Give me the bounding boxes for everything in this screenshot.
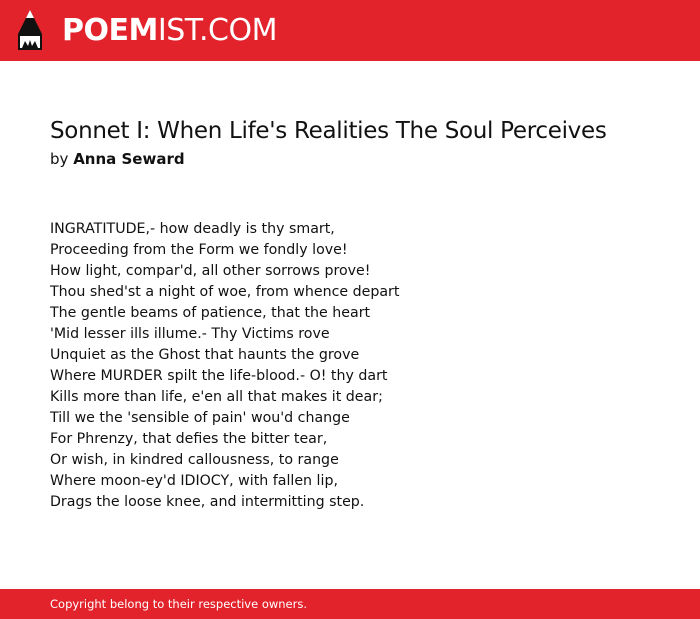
copyright-text: Copyright belong to their respective owners. (50, 597, 308, 611)
byline (50, 149, 185, 169)
poem-line: Where moon-ey'd IDIOCY, with fallen lip, (50, 473, 338, 489)
poem-line: Unquiet as the Ghost that haunts the grove (50, 347, 360, 363)
poem-line: 'Mid lesser ills illume.- Thy Victims rove (50, 326, 330, 342)
poem-title: Sonnet I: When Life's Realities The Soul Perceives (50, 118, 607, 144)
poem-line: For Phrenzy, that defies the bitter tear, (50, 431, 328, 447)
poem-line: Thou shed'st a night of woe, from whence depart (50, 284, 400, 300)
author-name: Anna Seward (73, 150, 185, 168)
poem-line: INGRATITUDE,- how deadly is thy smart, (50, 221, 335, 237)
brand-bold-text: POEM (62, 13, 158, 48)
pencil-tip-icon[interactable] (17, 10, 43, 52)
site-logo-link[interactable] (62, 13, 277, 49)
poem-line: Proceeding from the Form we fondly love! (50, 242, 348, 258)
site-footer (0, 589, 700, 619)
poem-line: How light, compar'd, all other sorrows prove! (50, 263, 371, 279)
site-header (0, 0, 700, 61)
poem-line: Kills more than life, e'en all that makes it dear; (50, 389, 383, 405)
poem-line: Till we the 'sensible of pain' wou'd change (50, 410, 350, 426)
poem-line: Drags the loose knee, and intermitting step. (50, 494, 365, 510)
poem-body (50, 219, 399, 513)
brand-light-text: IST.COM (157, 13, 277, 48)
by-label: by (50, 150, 69, 168)
poem-line: Or wish, in kindred callousness, to range (50, 452, 339, 468)
poem-line: Where MURDER spilt the life-blood.- O! thy dart (50, 368, 388, 384)
poem-line: The gentle beams of patience, that the heart (50, 305, 371, 321)
